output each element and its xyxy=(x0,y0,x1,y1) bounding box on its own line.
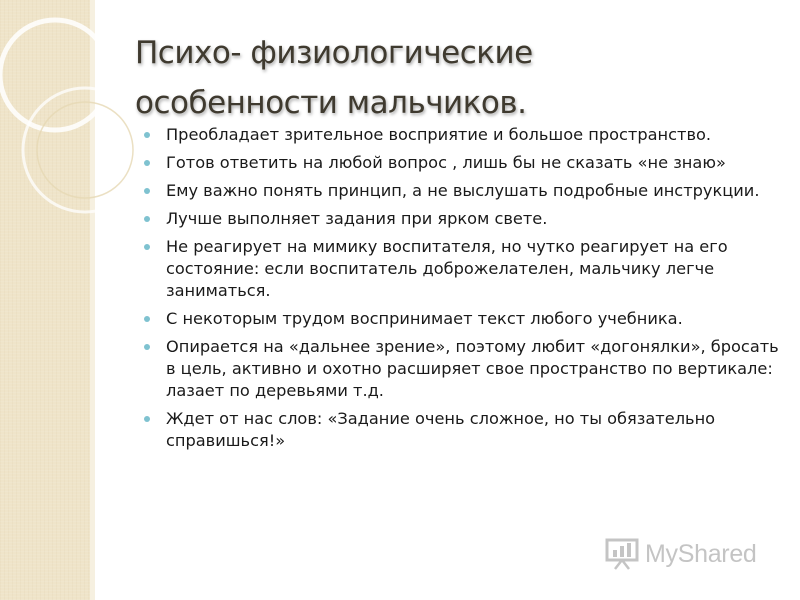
bullet-item xyxy=(142,124,782,146)
bullet-icon xyxy=(144,416,150,422)
bullet-icon xyxy=(144,132,150,138)
slide-title-line: особенности мальчиков. xyxy=(135,85,527,121)
bullet-text: Не реагирует на мимику воспитателя, но чутко реагирует на его состояние: если воспитатель доброжелателен, мальчику легче заниматься. xyxy=(166,237,728,300)
bullet-text: Опирается на «дальнее зрение», поэтому любит «догонялки», бросать в цель, активно и охотно расширяет свое пространство по вертикале: лазает по деревьями т.д. xyxy=(166,337,779,400)
watermark-text: MyShared xyxy=(645,539,757,568)
bullet-item xyxy=(142,336,782,402)
bullet-text: Ждет от нас слов: «Задание очень сложное, но ты обязательно справишься!» xyxy=(166,409,716,450)
bullet-text: Готов ответить на любой вопрос , лишь бы не сказать «не знаю» xyxy=(166,153,726,172)
slide-title xyxy=(135,28,695,128)
bullet-text: Лучше выполняет задания при ярком свете. xyxy=(166,209,548,228)
bullet-icon xyxy=(144,244,150,250)
bullet-item xyxy=(142,236,782,302)
slide-title-line: Психо- физиологические xyxy=(135,35,533,71)
presentation-board-icon xyxy=(605,538,639,570)
bullet-list xyxy=(142,124,782,458)
bullet-icon xyxy=(144,316,150,322)
bullet-icon xyxy=(144,216,150,222)
bullet-text: Ему важно понять принцип, а не выслушать подробные инструкции. xyxy=(166,181,760,200)
bullet-item xyxy=(142,180,782,202)
bullet-icon xyxy=(144,160,150,166)
bullet-icon xyxy=(144,188,150,194)
watermark-logo xyxy=(605,537,757,571)
bullet-item xyxy=(142,152,782,174)
bullet-item xyxy=(142,208,782,230)
bullet-item xyxy=(142,408,782,452)
bullet-text: С некоторым трудом воспринимает текст любого учебника. xyxy=(166,309,683,328)
bullet-item xyxy=(142,308,782,330)
bullet-text: Преобладает зрительное восприятие и большое пространство. xyxy=(166,125,712,144)
bullet-icon xyxy=(144,344,150,350)
